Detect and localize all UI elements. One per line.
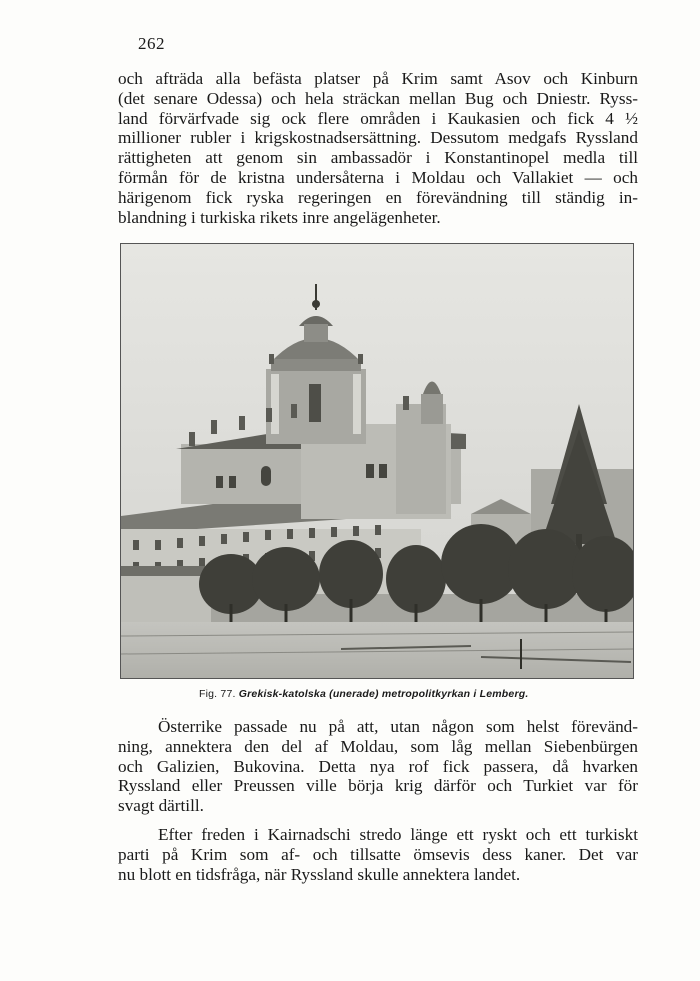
text-line: och afträda alla befästa platser på Krim samt Asov och Kinburn xyxy=(118,69,638,88)
text-line: blandning i turkiska rikets inre angelägenheter. xyxy=(118,207,441,227)
text-line: (det senare Odessa) och hela sträckan mellan Bug och Dniestr. Ryss- xyxy=(118,88,638,108)
text-line: millioner rubler i krigskostnadsersättning. Dessutom medgafs Ryssland xyxy=(118,128,638,148)
figure-label: Fig. 77. xyxy=(199,688,236,700)
text-line: förmån för de kristna undersåterna i Moldau och Vallakiet — och xyxy=(118,167,638,187)
page-number: 262 xyxy=(138,34,165,53)
text-line: parti på Krim som af- och tillsatte ömsevis dess kaner. Det var xyxy=(118,844,638,864)
text-line: nu blott en tidsfråga, när Ryssland skulle annektera landet. xyxy=(118,864,521,884)
text-line: land förvärfvade sig ock flere områden i Kaukasien och fick 4 ½ xyxy=(118,108,638,128)
text-line: ning, annektera den del af Moldau, som låg mellan Siebenbürgen xyxy=(118,736,638,756)
cathedral-photograph xyxy=(120,243,634,679)
paragraph-bottom xyxy=(118,825,638,884)
text-line: och Galizien, Bukovina. Detta nya rof fick passera, då hvarken xyxy=(118,756,638,776)
text-line: Ryssland eller Preussen ville börja krig därför och Turkiet var för xyxy=(118,776,638,796)
text-line: rättigheten att genom sin ambassadör i Konstantinopel medla till xyxy=(118,148,638,168)
text-line: Efter freden i Kairnadschi stredo länge ett ryskt och ett turkiskt xyxy=(158,825,638,844)
paragraph-middle xyxy=(118,717,638,816)
text-line: härigenom fick ryska regeringen en förevändning till ständig in- xyxy=(118,187,638,207)
paragraph-top xyxy=(118,69,638,227)
figure-caption xyxy=(199,688,528,700)
text-line: svagt därtill. xyxy=(118,796,204,816)
figure-title: Grekisk-katolska (unerade) metropolitkyrkan i Lemberg. xyxy=(238,688,529,700)
text-line: Österrike passade nu på att, utan någon som helst förevänd- xyxy=(158,717,638,736)
